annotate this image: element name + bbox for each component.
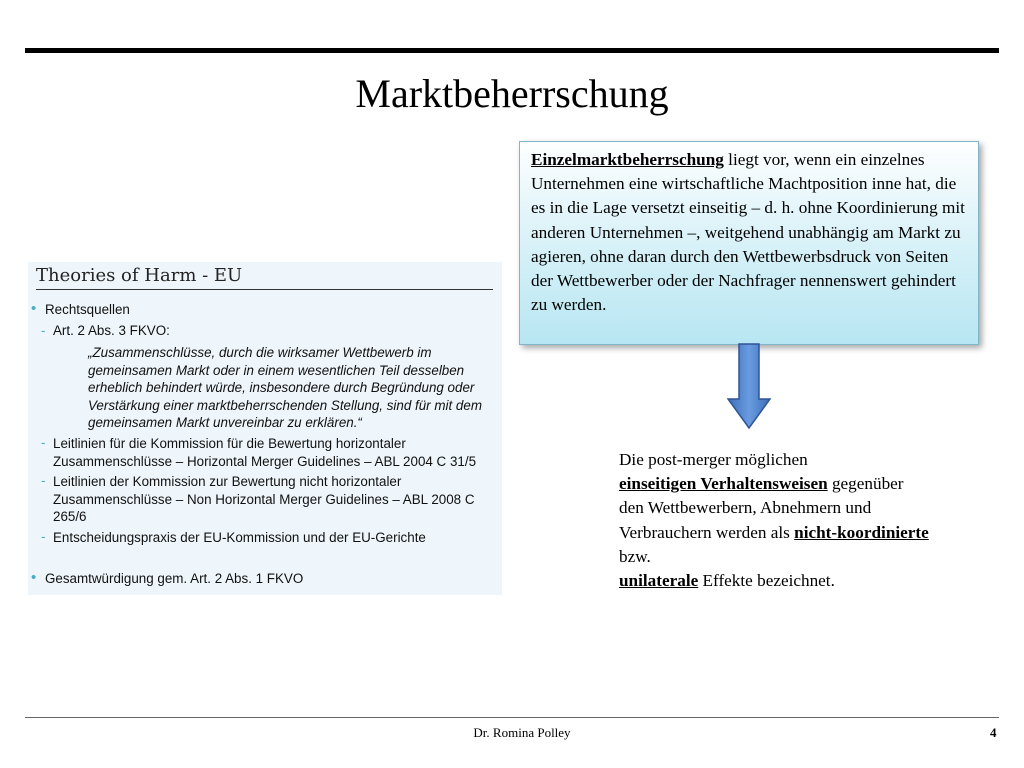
effects-text2: gegenüber den Wettbewerbern, Abnehmern und Verbrauchern werden als bbox=[619, 474, 904, 542]
effects-text4: Effekte bezeichnet. bbox=[698, 571, 835, 591]
excerpt-title: Theories of Harm - EU bbox=[36, 265, 243, 286]
effects-term-unilateral-conduct: einseitigen Verhaltensweisen bbox=[619, 474, 828, 494]
bullet-label: Gesamtwürdigung gem. Art. 2 Abs. 1 FKVO bbox=[45, 571, 304, 586]
definition-term: Einzelmarktbeherrschung bbox=[531, 150, 724, 169]
slide-title: Marktbeherrschung bbox=[355, 71, 669, 116]
footer-author: Dr. Romina Polley bbox=[473, 725, 571, 740]
dash-item-decision-practice: Entscheidungspraxis der EU-Kommission und der EU-Gerichte bbox=[53, 530, 426, 545]
legal-sources-excerpt bbox=[28, 262, 502, 595]
definition-box bbox=[519, 141, 979, 345]
excerpt-divider bbox=[36, 289, 493, 290]
footer-rule bbox=[25, 717, 999, 718]
dash-icon: - bbox=[41, 435, 46, 450]
page-number: 4 bbox=[990, 725, 997, 740]
dash-label: Art. 2 Abs. 3 FKVO: bbox=[53, 323, 170, 338]
effects-term-non-coordinated: nicht-koordinierte bbox=[794, 522, 929, 542]
top-rule bbox=[25, 48, 999, 53]
dash-icon: - bbox=[41, 529, 46, 544]
effects-paragraph bbox=[619, 448, 929, 593]
bullet-dot-icon: • bbox=[31, 300, 37, 317]
dash-icon: - bbox=[41, 323, 46, 338]
dash-icon: - bbox=[41, 473, 46, 488]
effects-text3: bzw. bbox=[619, 546, 651, 566]
dash-item-non-horizontal-guidelines: Leitlinien der Kommission zur Bewertung nicht horizontaler Zusammenschlüsse – Non Horizontal Merger Guidelines – ABL 2008 C 265/6 bbox=[53, 474, 475, 525]
down-arrow-icon bbox=[727, 343, 771, 429]
bullet-label: Rechtsquellen bbox=[45, 302, 130, 317]
effects-line1: Die post-merger möglichen bbox=[619, 450, 808, 469]
fkvo-quote: „Zusammenschlüsse, durch die wirksamer Wettbewerb im gemeinsamen Markt oder in einem wesentlichen Teil desselben erheblich behindert würde, insbesondere durch Begründung oder Verstärkung einer marktbeherrschenden Stellung, sind für mit dem gemeinsamen Markt unvereinbar zu erklären.“ bbox=[88, 345, 482, 431]
effects-term-unilateral: unilaterale bbox=[619, 571, 699, 591]
bullet-dot-icon: • bbox=[31, 569, 37, 586]
definition-text: liegt vor, wenn ein einzelnes Unternehmen eine wirtschaftliche Machtposition inne hat, die es in die Lage versetzt einseitig – d. h. ohne Koordinierung mit anderen Unternehmen –, weitgehend unabhängig am Markt zu agieren, ohne daran durch den Wettbewerbsdruck von Seiten der Wettbewerber oder der Nachfrager nennenswert gehindert zu werden. bbox=[531, 150, 965, 315]
dash-item-horizontal-guidelines: Leitlinien für die Kommission für die Bewertung horizontaler Zusammenschlüsse – Horizontal Merger Guidelines – ABL 2004 C 31/5 bbox=[53, 436, 477, 469]
